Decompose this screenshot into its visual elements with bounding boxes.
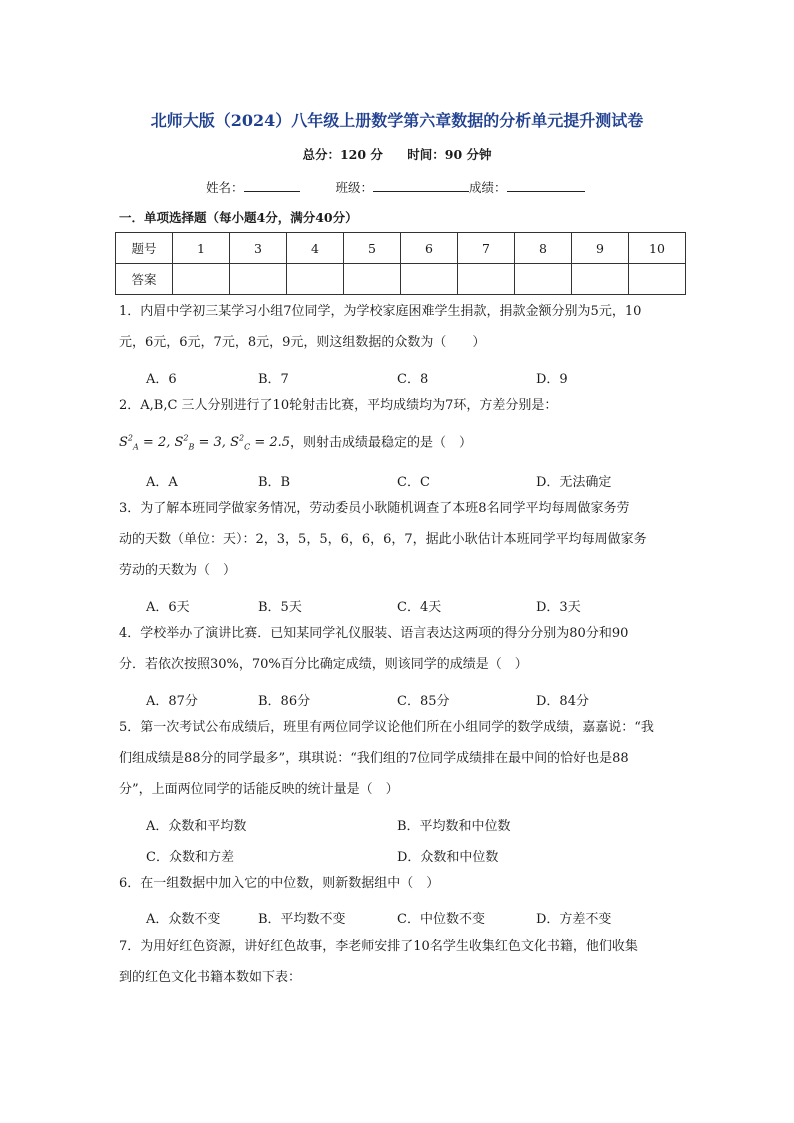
- answer-cell[interactable]: [287, 264, 344, 295]
- question-3-line-2: 动的天数（单位：天）：2，3，5，5，6，6，6，7，据此小耿估计本班同学平均每周做家务: [119, 532, 647, 547]
- q5-option-a[interactable]: A．众数和平均数: [146, 819, 247, 834]
- q3-option-d[interactable]: D．3天: [536, 600, 581, 615]
- q6-option-d[interactable]: D．方差不变: [536, 912, 612, 927]
- question-7-line-2: 到的红色文化书籍本数如下表：: [119, 970, 302, 985]
- answer-table-answer-row: [116, 264, 686, 295]
- table-header-number: 题号: [116, 233, 173, 264]
- q3-option-b[interactable]: B．5天: [258, 600, 302, 615]
- class-blank[interactable]: [373, 179, 469, 192]
- answer-cell[interactable]: [629, 264, 686, 295]
- q1-option-a[interactable]: A．6: [146, 372, 177, 387]
- student-info: [206, 178, 585, 196]
- q5-option-d[interactable]: D．众数和中位数: [397, 850, 499, 865]
- q5-option-b[interactable]: B．平均数和中位数: [397, 819, 511, 834]
- q1-option-c[interactable]: C．8: [397, 372, 429, 387]
- time-limit: 时间：90 分钟: [407, 147, 492, 162]
- question-5-line-3: 分”，上面两位同学的话能反映的统计量是（ ）: [119, 782, 399, 797]
- question-2-line-2-tail: ，则射击成绩最稳定的是（ ）: [290, 435, 473, 451]
- q5-option-c[interactable]: C．众数和方差: [146, 850, 234, 865]
- variance-formula: $S^2_A = 2$, $S^2_B = 3$, $S^2_C = 2.5$: [119, 434, 291, 452]
- class-label: 班级：: [335, 180, 373, 195]
- q4-option-a[interactable]: A．87分: [146, 694, 198, 709]
- question-1-line-2: 元，6元，6元，7元，8元，9元，则这组数据的众数为（ ）: [119, 335, 486, 350]
- q6-option-b[interactable]: B．平均数不变: [258, 912, 346, 927]
- table-cell-number: 1: [173, 233, 230, 264]
- question-6-line-1: 6．在一组数据中加入它的中位数，则新数据组中（ ）: [119, 876, 440, 891]
- q6-option-a[interactable]: A．众数不变: [146, 912, 221, 927]
- total-score: 总分：120 分: [302, 147, 383, 162]
- q1-option-d[interactable]: D．9: [536, 372, 568, 387]
- table-cell-number: 10: [629, 233, 686, 264]
- q6-option-c[interactable]: C．中位数不变: [397, 912, 485, 927]
- q4-option-d[interactable]: D．84分: [536, 694, 589, 709]
- section-heading: 一．单项选择题（每小题4分，满分40分）: [119, 210, 358, 225]
- answer-cell[interactable]: [173, 264, 230, 295]
- q4-option-b[interactable]: B．86分: [258, 694, 311, 709]
- q4-option-c[interactable]: C．85分: [397, 694, 450, 709]
- question-2-line-1: 2．A,B,C 三人分别进行了10轮射击比赛，平均成绩均为7环，方差分别是：: [119, 398, 558, 413]
- question-5-line-1: 5．第一次考试公布成绩后，班里有两位同学议论他们所在小组同学的数学成绩，嘉嘉说：“我: [119, 720, 654, 735]
- q1-option-b[interactable]: B．7: [258, 372, 289, 387]
- question-7-line-1: 7．为用好红色资源，讲好红色故事，李老师安排了10名学生收集红色文化书籍，他们收集: [119, 939, 638, 954]
- table-header-answer: 答案: [116, 264, 173, 295]
- table-cell-number: 8: [515, 233, 572, 264]
- answer-table: [115, 232, 686, 295]
- q2-option-b[interactable]: B．B: [258, 475, 291, 490]
- q3-option-c[interactable]: C．4天: [397, 600, 442, 615]
- answer-cell[interactable]: [572, 264, 629, 295]
- table-cell-number: 9: [572, 233, 629, 264]
- q2-option-d[interactable]: D．无法确定: [536, 475, 612, 490]
- question-3-line-1: 3．为了解本班同学做家务情况，劳动委员小耿随机调查了本班8名同学平均每周做家务劳: [119, 501, 630, 516]
- answer-cell[interactable]: [230, 264, 287, 295]
- table-cell-number: 4: [287, 233, 344, 264]
- q2-option-a[interactable]: A．A: [146, 475, 178, 490]
- score-blank[interactable]: [507, 179, 585, 192]
- question-3-line-3: 劳动的天数为（ ）: [119, 563, 237, 578]
- table-cell-number: 5: [344, 233, 401, 264]
- q3-option-a[interactable]: A．6天: [146, 600, 190, 615]
- answer-cell[interactable]: [401, 264, 458, 295]
- answer-table-number-row: [116, 233, 686, 264]
- answer-cell[interactable]: [515, 264, 572, 295]
- question-5-line-2: 们组成绩是88分的同学最多”，琪琪说：“我们组的7位同学成绩排在最中间的恰好也是88: [119, 751, 629, 766]
- question-4-line-2: 分．若依次按照30%，70%百分比确定成绩，则该同学的成绩是（ ）: [119, 657, 528, 672]
- question-4-line-1: 4．学校举办了演讲比赛．已知某同学礼仪服装、语言表达这两项的得分分别为80分和90: [119, 626, 629, 641]
- table-cell-number: 3: [230, 233, 287, 264]
- table-cell-number: 7: [458, 233, 515, 264]
- q2-option-c[interactable]: C．C: [397, 475, 430, 490]
- answer-cell[interactable]: [458, 264, 515, 295]
- answer-cell[interactable]: [344, 264, 401, 295]
- exam-meta: [0, 145, 794, 163]
- name-label: 姓名：: [206, 180, 244, 195]
- page-title: 北师大版（2024）八年级上册数学第六章数据的分析单元提升测试卷: [150, 111, 644, 130]
- question-1-line-1: 1．内眉中学初三某学习小组7位同学，为学校家庭困难学生捐款，捐款金额分别为5元，10: [119, 304, 642, 319]
- name-blank[interactable]: [244, 179, 300, 192]
- score-label: 成绩：: [469, 180, 507, 195]
- table-cell-number: 6: [401, 233, 458, 264]
- question-2-line-2: [119, 432, 472, 455]
